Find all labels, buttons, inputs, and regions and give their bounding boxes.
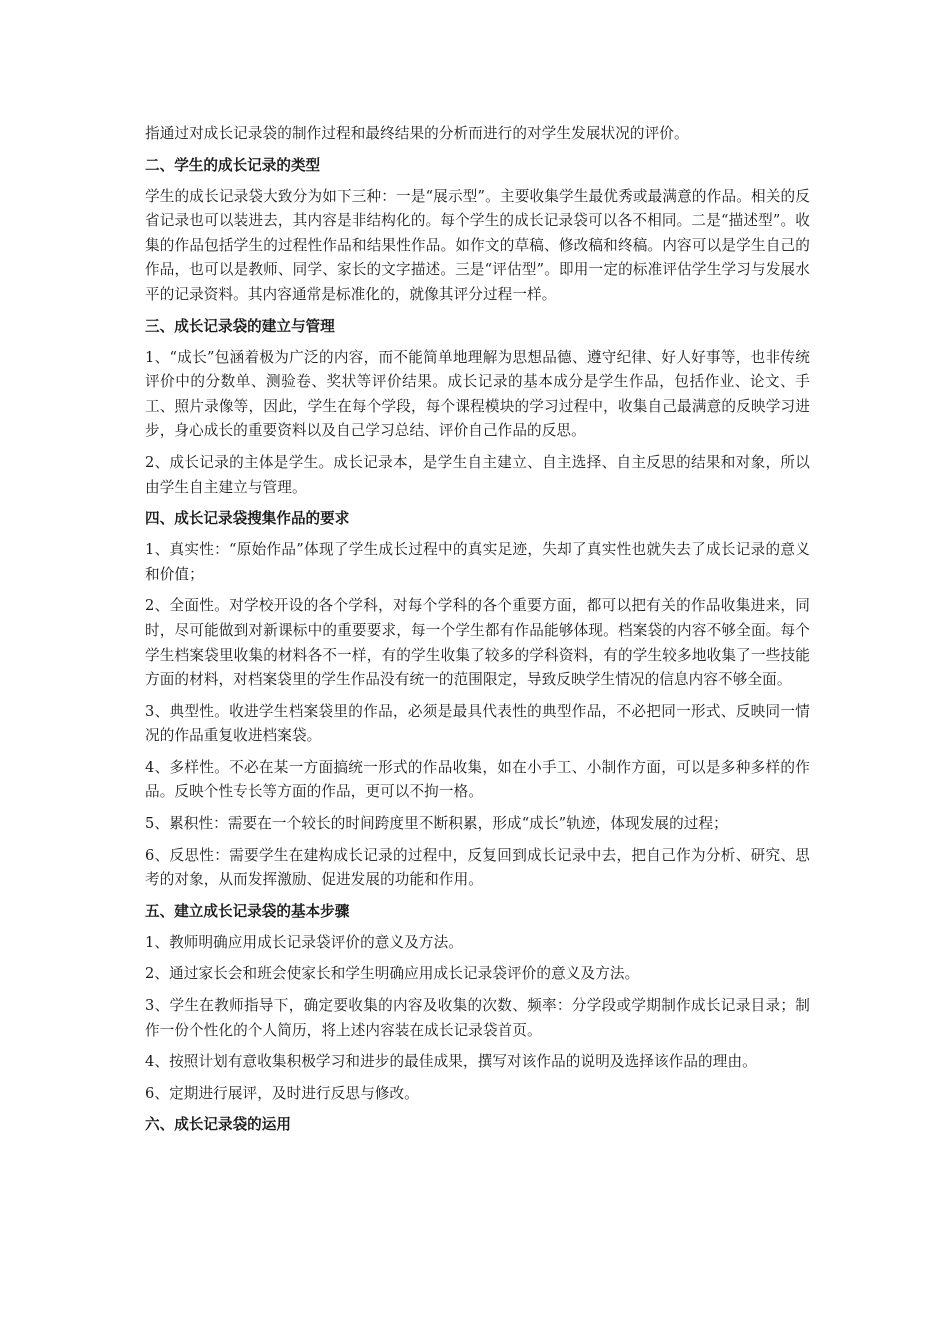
section-5-item-2: 2、通过家长会和班会使家长和学生明确应用成长记录袋评价的意义及方法。 xyxy=(145,965,640,983)
section-4-item-2: 2、全面性。对学校开设的各个学科，对每个学科的各个重要方面，都可以把有关的作品收集进来，同时，尽可能做到对新课标中的重要要求，每一个学生都有作品能够体现。档案袋的内容不够全面。每个学生档案袋里收集的材料各不一样，有的学生收集了较多的学科资料，有的学生较多地收集了一些技能方面的材料，对档案袋里的学生作品没有统一的范围限定，导致反映学生情况的信息内容不够全面。 xyxy=(145,597,810,689)
section-4-item-6: 6、反思性：需要学生在建构成长记录的过程中，反复回到成长记录中去，把自己作为分析、研究、思考的对象，从而发挥激励、促进发展的功能和作用。 xyxy=(145,846,810,889)
section-3-item-2: 2、成长记录的主体是学生。成长记录本，是学生自主建立、自主选择、自主反思的结果和对象，所以由学生自主建立与管理。 xyxy=(145,453,810,496)
intro-paragraph: 指通过对成长记录袋的制作过程和最终结果的分析而进行的对学生发展状况的评价。 xyxy=(145,125,689,142)
section-5-item-6: 6、定期进行展评，及时进行反思与修改。 xyxy=(145,1084,419,1102)
section-3-heading: 三、成长记录袋的建立与管理 xyxy=(145,317,335,335)
section-5-item-4: 4、按照计划有意收集积极学习和进步的最佳成果，撰写对该作品的说明及选择该作品的理由。 xyxy=(145,1053,757,1071)
section-4-item-1: 1、真实性：“原始作品”体现了学生成长过程中的真实足迹，失却了真实性也就失去了成长记录的意义和价值； xyxy=(145,541,810,583)
section-5-item-1: 1、教师明确应用成长记录袋评价的意义及方法。 xyxy=(145,933,463,951)
section-4-item-5: 5、累积性：需要在一个较长的时间跨度里不断积累，形成“成长”轨迹，体现发展的过程； xyxy=(145,815,728,833)
document-page xyxy=(145,122,810,1144)
section-5-heading: 五、建立成长记录袋的基本步骤 xyxy=(145,902,350,920)
section-6-heading: 六、成长记录袋的运用 xyxy=(145,1116,291,1134)
section-4-item-3: 3、典型性。收进学生档案袋里的作品，必须是最具代表性的典型作品，不必把同一形式、反映同一情况的作品重复收进档案袋。 xyxy=(145,702,810,745)
section-2-heading: 二、学生的成长记录的类型 xyxy=(145,156,321,174)
section-3-item-1: 1、“成长”包涵着极为广泛的内容，而不能简单地理解为思想品德、遵守纪律、好人好事等，也非传统评价中的分数单、测验卷、奖状等评价结果。成长记录的基本成分是学生作品，包括作业、论文、手工、照片录像等，因此，学生在每个学段，每个课程模块的学习过程中，收集自己最满意的反映学习进步，身心成长的重要资料以及自己学习总结、评价自己作品的反思。 xyxy=(145,348,810,440)
section-4-item-4: 4、多样性。不必在某一方面搞统一形式的作品收集，如在小手工、小制作方面，可以是多种多样的作品。反映个性专长等方面的作品，更可以不拘一格。 xyxy=(145,758,810,801)
section-4-heading: 四、成长记录袋搜集作品的要求 xyxy=(145,510,350,528)
section-2-paragraph: 学生的成长记录袋大致分为如下三种：一是“展示型”。主要收集学生最优秀或最满意的作品。相关的反省记录也可以装进去，其内容是非结构化的。每个学生的成长记录袋可以各不相同。二是“描述型”。收集的作品包括学生的过程性作品和结果性作品。如作文的草稿、修改稿和终稿。内容可以是学生自己的作品，也可以是教师、同学、家长的文字描述。三是“评估型”。即用一定的标准评估学生学习与发展水平的记录资料。其内容通常是标准化的，就像其评分过程一样。 xyxy=(145,187,810,303)
section-5-item-3: 3、学生在教师指导下，确定要收集的内容及收集的次数、频率：分学段或学期制作成长记录目录；制作一份个性化的个人简历，将上述内容装在成长记录袋首页。 xyxy=(145,997,810,1039)
